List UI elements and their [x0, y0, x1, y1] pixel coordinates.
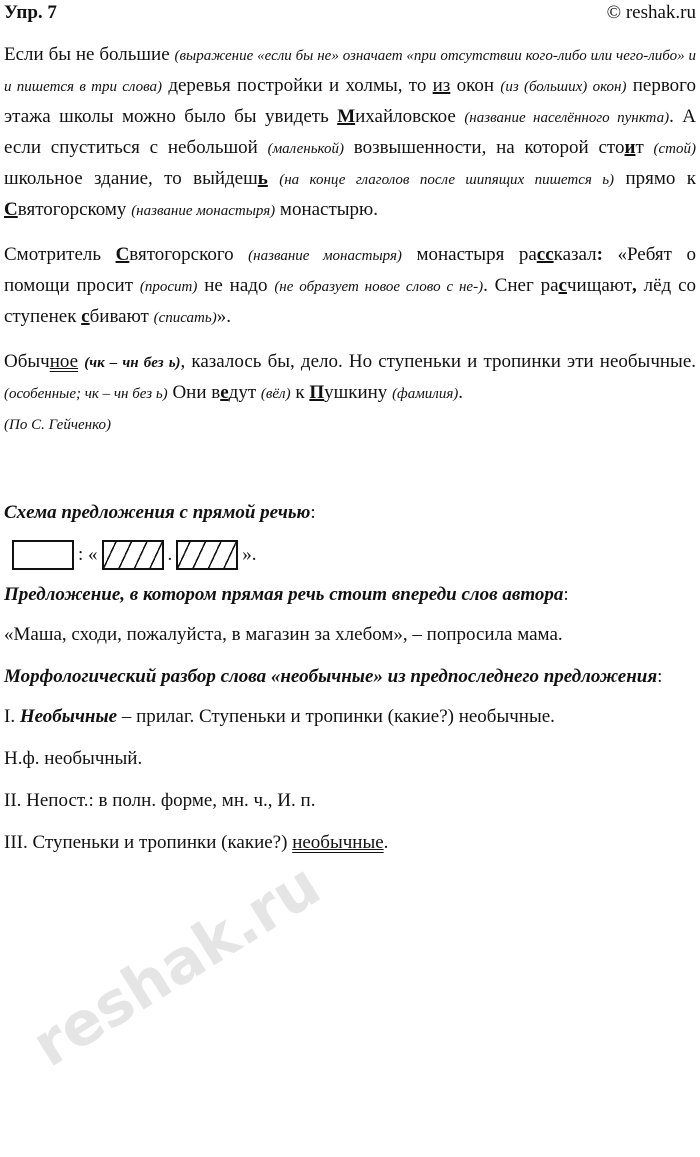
exercise-number: Упр. 7	[4, 2, 57, 23]
paragraph-1	[4, 40, 696, 226]
paragraph-2	[4, 240, 696, 333]
text-run: Смотритель	[4, 244, 116, 265]
note: (маленькой)	[267, 141, 344, 157]
direct-speech-box	[176, 540, 238, 570]
text-run: Если бы не большие	[4, 44, 175, 65]
note: (просит)	[139, 279, 198, 295]
text-run: лёд со ступенек	[4, 275, 697, 327]
scheme-title	[4, 498, 696, 528]
note: (особенные; чк – чн без ь)	[4, 386, 168, 402]
text-run: монастыря ра	[401, 244, 537, 265]
text-run: . А если спуститься с небольшой	[4, 106, 696, 158]
direct-speech-box	[102, 540, 164, 570]
speech-scheme	[12, 538, 696, 572]
scheme-punct: : «	[78, 544, 98, 565]
text-run: школьное здание, то выйдеш	[4, 168, 258, 189]
capital-letter: С	[4, 199, 18, 220]
page-header	[0, 0, 700, 26]
morph-line-3: II. Непост.: в полн. форме, мн. ч., И. п.	[4, 790, 316, 811]
text-run: окон	[450, 75, 501, 96]
text-run: .	[458, 382, 464, 403]
analyzed-word: необычные	[292, 832, 384, 853]
text-run	[268, 168, 279, 189]
text-run: монастырю.	[275, 199, 378, 220]
text-run: , казалось бы, дело. Но ступеньки и тропинки эти необычные.	[180, 351, 696, 372]
note: (вёл)	[260, 386, 291, 402]
note: (стой)	[653, 141, 696, 157]
note: (название монастыря)	[131, 203, 276, 219]
text-run: . Снег ра	[483, 275, 559, 296]
exercise-content	[4, 40, 696, 870]
text-run: возвышенности, на которой сто	[343, 137, 625, 158]
note: (выражение «если бы не» означает «при отсутствии кого-либо или чего-либо» и и пишется в три слова)	[4, 48, 696, 95]
text-run: ихайловское	[355, 106, 465, 127]
note: (чк – чн без ь)	[84, 355, 181, 371]
note: (на конце глаголов после шипящих пишется ь)	[279, 172, 615, 188]
prefix-mark: с	[81, 306, 90, 327]
capital-letter: М	[337, 106, 356, 127]
text-run: первого этажа школы можно было бы увидеть	[4, 75, 697, 127]
note: (фамилия)	[392, 386, 459, 402]
text-run: «Ребят о помощи просит	[4, 244, 696, 296]
text-run: ».	[216, 306, 231, 327]
text-run: к	[290, 382, 310, 403]
text-run: III. Ступеньки и тропинки (какие?)	[4, 832, 293, 853]
text-run: дут	[228, 382, 261, 403]
soft-sign-mark: ь	[257, 168, 268, 189]
watermark-logo: reshak.ru	[20, 849, 333, 1082]
title-colon: :	[563, 584, 569, 605]
note: (название населённого пункта)	[464, 110, 670, 126]
vowel-mark: и	[624, 137, 636, 158]
note: (списать)	[153, 310, 217, 326]
marked-preposition: из	[432, 75, 451, 96]
text-run: чищают	[566, 275, 633, 296]
title-colon: :	[310, 502, 316, 523]
paragraph-3	[4, 347, 696, 440]
text-run: казал	[553, 244, 597, 265]
text-run: т	[635, 137, 654, 158]
scheme-title-text: Схема предложения с прямой речью	[4, 502, 311, 523]
title-colon: :	[657, 666, 663, 687]
text-run: прямо к	[614, 168, 696, 189]
example-sentence: «Маша, сходи, пожалуйста, в магазин за хлебом», – попросила мама.	[4, 624, 563, 645]
text-run: вятогорскому	[17, 199, 132, 220]
note: (из (больших) окон)	[500, 79, 627, 95]
text-run: бивают	[89, 306, 154, 327]
morph-title	[4, 662, 696, 692]
sentence-title-text: Предложение, в котором прямая речь стоит впереди слов автора	[4, 584, 564, 605]
note: (не образует новое слово с не-)	[274, 279, 484, 295]
text-run: не надо	[197, 275, 275, 296]
vowel-mark: е	[220, 382, 229, 403]
text-run: Обыч	[4, 351, 50, 372]
scheme-punct: .	[167, 544, 173, 565]
text-run: ушкину	[324, 382, 393, 403]
capital-letter: П	[309, 382, 325, 403]
site-credit: © reshak.ru	[606, 2, 696, 23]
note: (название монастыря)	[248, 248, 402, 264]
morph-title-text: Морфологический разбор слова «необычные» из предпоследнего предложения	[4, 666, 658, 687]
chn-mark: ное	[49, 351, 79, 372]
text-run: – прилаг. Ступеньки и тропинки (какие?) необычные.	[117, 706, 555, 727]
punctuation-mark: ,	[632, 275, 637, 296]
source-citation: (По С. Гейченко)	[4, 417, 112, 433]
morph-line-1	[4, 702, 696, 732]
text-run: .	[383, 832, 389, 853]
consonant-mark: с	[558, 275, 567, 296]
text-run: I.	[4, 706, 20, 727]
punctuation-mark: :	[596, 244, 603, 265]
spacer	[4, 454, 696, 498]
double-consonant-mark: сс	[536, 244, 554, 265]
text-run: вятогорского	[129, 244, 249, 265]
sentence-title	[4, 580, 696, 610]
analyzed-word: Необычные	[19, 706, 118, 727]
morph-line-4	[4, 828, 696, 858]
morph-line-2: Н.ф. необычный.	[4, 748, 143, 769]
text-run: деревья постройки и холмы, то	[162, 75, 433, 96]
scheme-punct: ».	[242, 544, 257, 565]
text-run: Они в	[167, 382, 221, 403]
capital-letter: С	[115, 244, 130, 265]
author-words-box	[12, 540, 74, 570]
